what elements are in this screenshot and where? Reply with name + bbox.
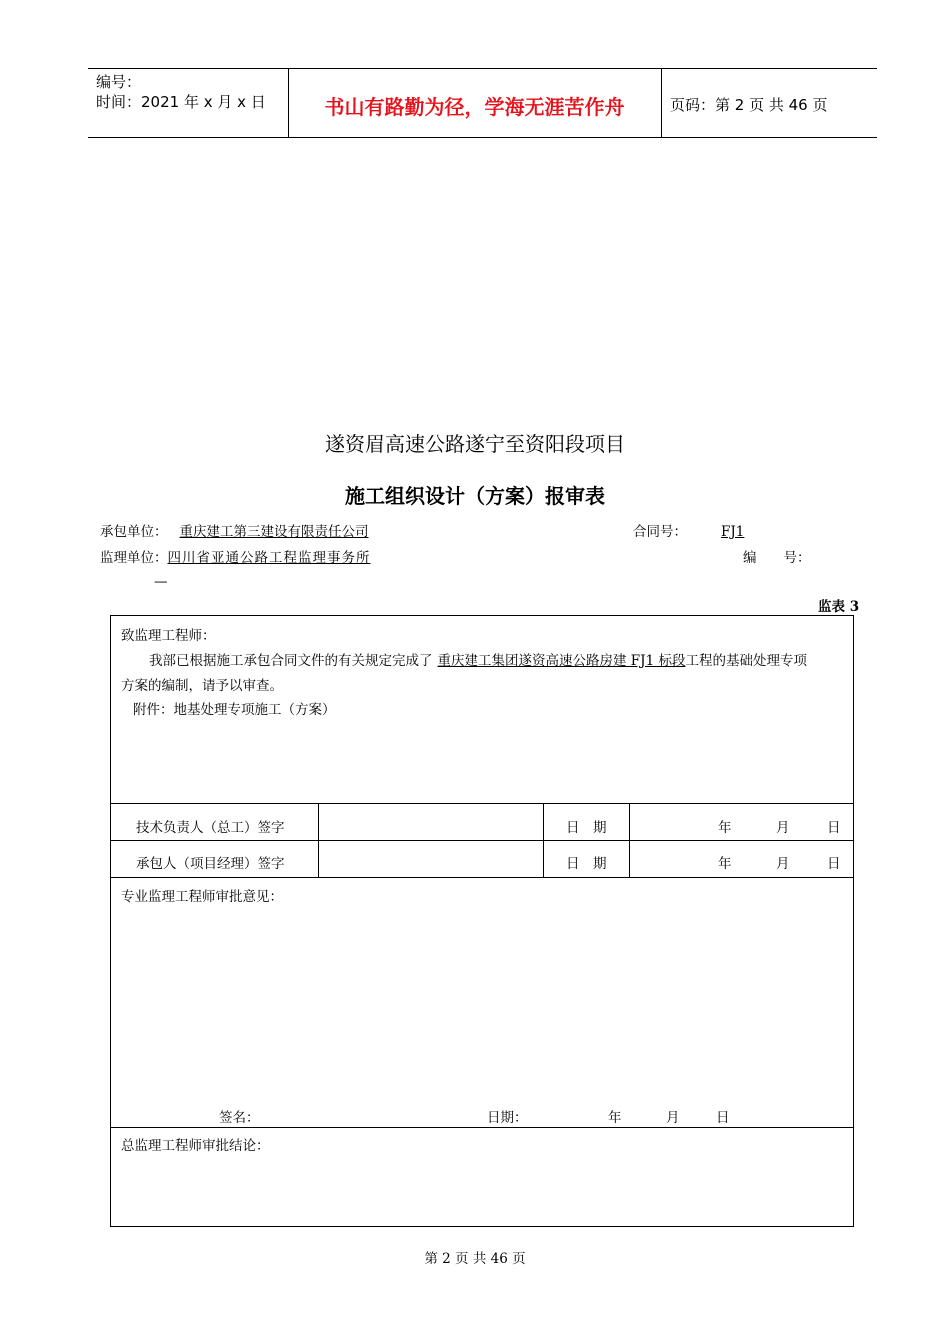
engineer-month: 月 <box>666 1110 680 1126</box>
engineer-year: 年 <box>608 1110 622 1126</box>
engineer-day: 日 <box>716 1110 730 1126</box>
review-form-table <box>110 615 854 1227</box>
header-page-code: 页码：第 2 页 共 46 页 <box>670 96 828 114</box>
tech-lead-month: 月 <box>776 820 790 836</box>
contract-no-line <box>633 520 774 540</box>
supervisor-value: 四川省亚通公路工程监理事务所 <box>167 550 371 566</box>
header-slogan-cell <box>288 69 662 137</box>
attachment-line: 附件：地基处理专项施工（方案） <box>133 702 336 718</box>
header-time-label: 时间：2021 年 x 月 x 日 <box>96 93 266 111</box>
form-title: 施工组织设计（方案）报审表 <box>345 484 605 508</box>
body-project: 重庆建工集团遂资高速公路房建 FJ1 标段 <box>437 653 686 669</box>
body-suffix: 工程的基础处理专项 <box>685 653 807 669</box>
manager-date-label: 日 期 <box>566 856 607 872</box>
supervisor-label: 监理单位： <box>100 550 168 566</box>
engineer-opinion-title: 专业监理工程师审批意见： <box>121 889 283 905</box>
number-line: 编 号： <box>743 550 811 566</box>
dash-mark: — <box>154 574 168 590</box>
form-code: 监表 3 <box>818 599 860 615</box>
tech-lead-day: 日 <box>827 820 841 836</box>
body-prefix: 我部已根据施工承包合同文件的有关规定完成了 <box>149 653 433 669</box>
supervisor-line <box>100 546 371 566</box>
addressee: 致监理工程师： <box>121 628 216 644</box>
header-info-cell <box>88 69 289 137</box>
submission-body-line2: 方案的编制，请予以审查。 <box>121 678 283 694</box>
contractor-value: 重庆建工第三建设有限责任公司 <box>179 524 369 540</box>
contractor-label: 承包单位： <box>100 524 168 540</box>
chief-conclusion-title: 总监理工程师审批结论： <box>121 1138 270 1154</box>
tech-lead-year: 年 <box>718 820 732 836</box>
contract-no-label: 合同号： <box>633 524 687 540</box>
page-footer: 第 2 页 共 46 页 <box>424 1251 526 1267</box>
project-title: 遂资眉高速公路遂宁至资阳段项目 <box>325 432 625 456</box>
contract-no-value: FJ1 <box>721 524 745 540</box>
header-slogan: 书山有路勤为径，学海无涯苦作舟 <box>324 95 625 119</box>
contractor-line <box>100 520 369 540</box>
page-header <box>88 68 877 138</box>
manager-year: 年 <box>718 856 732 872</box>
header-number-label: 编号： <box>96 73 142 91</box>
manager-month: 月 <box>776 856 790 872</box>
engineer-sign-label: 签名： <box>219 1110 260 1126</box>
manager-day: 日 <box>827 856 841 872</box>
tech-lead-date-label: 日 期 <box>566 820 607 836</box>
submission-body-line1 <box>149 649 807 669</box>
tech-lead-sign-label: 技术负责人（总工）签字 <box>136 820 285 836</box>
header-page-cell <box>662 69 877 137</box>
engineer-date-label: 日期： <box>487 1110 528 1126</box>
manager-sign-label: 承包人（项目经理）签字 <box>136 856 285 872</box>
